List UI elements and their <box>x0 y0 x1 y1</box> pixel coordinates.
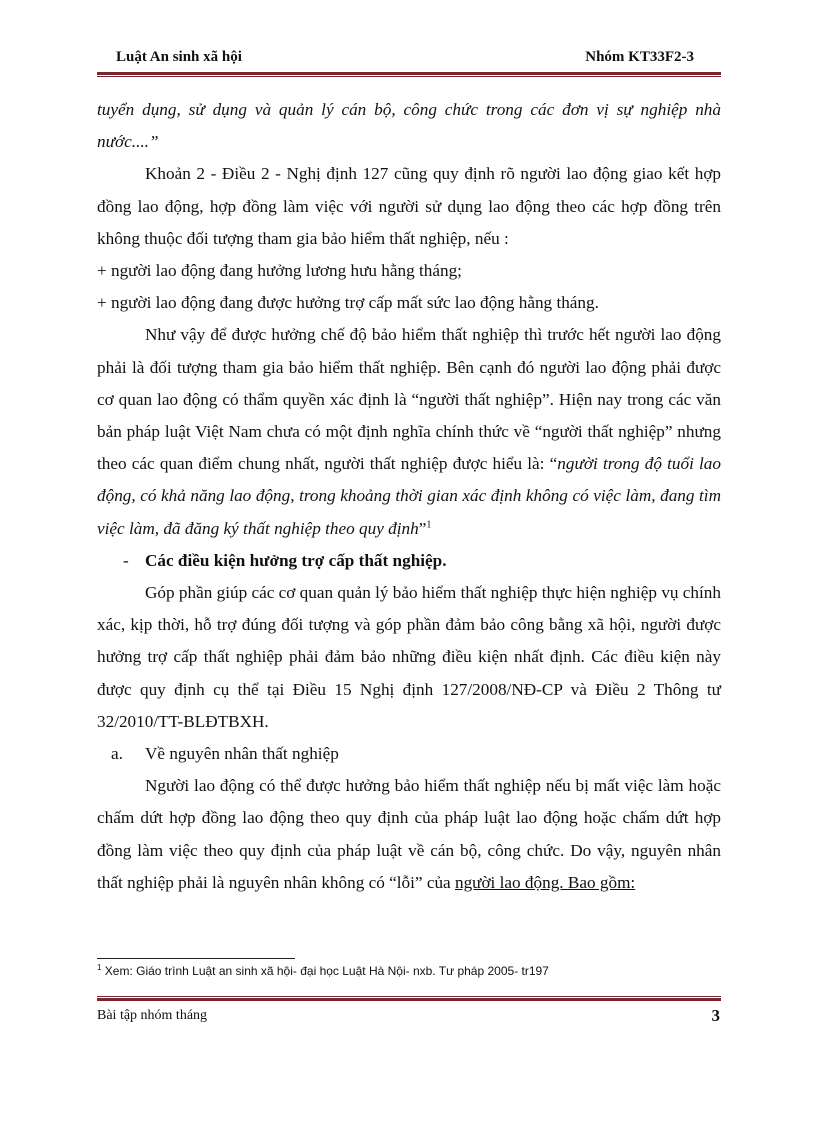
footnote-text: Xem: Giáo trình Luật an sinh xã hội- đại học Luật Hà Nội- nxb. Tư pháp 2005- tr197 <box>101 964 549 978</box>
footnote-separator <box>97 958 295 959</box>
page-header <box>97 49 721 69</box>
paragraph-conditions: Góp phần giúp các cơ quan quản lý bảo hiểm thất nghiệp thực hiện nghiệp vụ chính xác, kịp thời, hỗ trợ đúng đối tượng và góp phần đảm bảo công bằng xã hội, người được hưởng trợ cấp thất nghiệp phải đảm bảo những điều kiện nhất định. Các điều kiện này được quy định cụ thể tại Điều 15 Nghị định 127/2008/NĐ-CP và Điều 2 Thông tư 32/2010/TT-BLĐTBXH. <box>97 583 721 731</box>
causes-underlined: người lao động. Bao gồm: <box>454 872 636 892</box>
footer-rule <box>97 996 721 1001</box>
causes-text: Người lao động có thể được hưởng bảo hiểm thất nghiệp nếu bị mất việc làm hoặc chấm dứt hợp đồng lao động theo quy định của pháp luật lao động hoặc chấm dứt hợp đồng làm việc theo quy định của pháp luật về cán bộ, công chức. Do vậy, nguyên nhân thất nghiệp phải là nguyên nhân không có “lỗi” của <box>97 776 721 892</box>
footer-text: Bài tập nhóm tháng <box>97 1008 208 1023</box>
header-rule <box>97 72 721 77</box>
paragraph-quote-continuation: tuyển dụng, sử dụng và quản lý cán bộ, công chức trong các đơn vị sự nghiệp nhà nước....” <box>97 100 721 152</box>
footnote-reference: 1 <box>426 518 432 530</box>
subsection-marker: a. <box>111 744 123 764</box>
section-heading <box>97 545 721 577</box>
header-group: Nhóm KT33F2-3 <box>585 49 694 65</box>
definition-close-quote: ” <box>418 518 427 538</box>
paragraph-khoan-2: Khoản 2 - Điều 2 - Nghị định 127 cũng quy định rõ người lao động giao kết hợp đồng lao động, hợp đồng làm việc với người sử dụng lao động theo các hợp đồng trên không thuộc đối tượng tham gia bảo hiểm thất nghiệp, nếu : <box>97 164 721 248</box>
footnote-number: 1 <box>97 963 102 972</box>
subsection-heading <box>97 738 721 770</box>
document-body <box>97 94 721 899</box>
page-number: 3 <box>711 1006 720 1025</box>
definition-quote: người trong độ tuổi lao động, có khả năng lao động, trong khoảng thời gian xác định không có việc làm, đang tìm việc làm, đã đăng ký thất nghiệp theo quy định <box>97 454 721 538</box>
paragraph-definition <box>97 319 721 544</box>
header-title: Luật An sinh xã hội <box>116 49 242 65</box>
list-item-allowance: + người lao động đang được hưởng trợ cấp mất sức lao động hằng tháng. <box>97 293 599 313</box>
paragraph-causes <box>97 770 721 899</box>
heading-text: Các điều kiện hưởng trợ cấp thất nghiệp. <box>145 550 447 570</box>
subsection-text: Về nguyên nhân thất nghiệp <box>145 744 339 764</box>
definition-lead: Như vậy để được hưởng chế độ bảo hiểm thất nghiệp thì trước hết người lao động phải là đối tượng tham gia bảo hiểm thất nghiệp. Bên cạnh đó người lao động phải được cơ quan lao động có thẩm quyền xác định là “người thất nghiệp”. Hiện nay trong các văn bản pháp luật Việt Nam chưa có một định nghĩa chính thức về “người thất nghiệp” nhưng theo các quan điểm chung nhất, người thất nghiệp được hiểu là: “ <box>97 325 721 474</box>
heading-dash: - <box>123 550 129 570</box>
list-item-pension: + người lao động đang hưởng lương hưu hằng tháng; <box>97 261 462 281</box>
footnote <box>97 964 721 978</box>
